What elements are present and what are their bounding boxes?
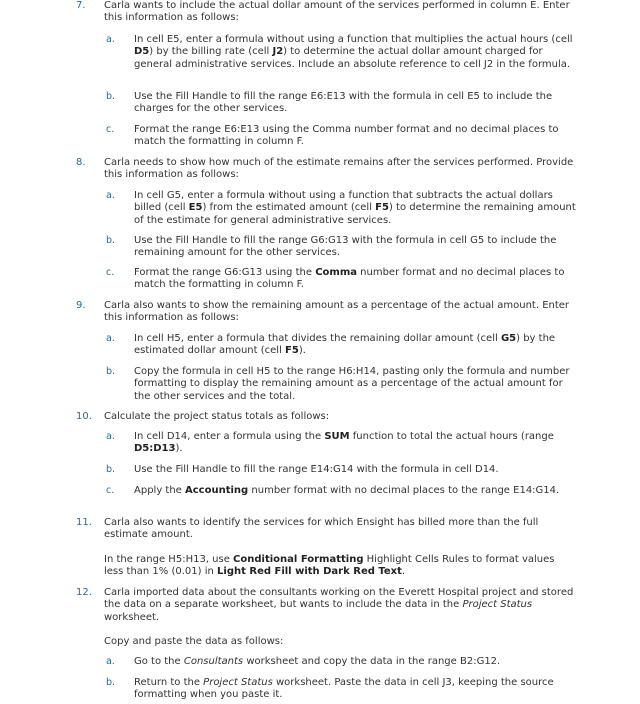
sub-text: [134, 235, 580, 260]
text-run: Carla also wants to show the remaining amount as a percentage of the actual amount. Enter this information as follows:: [104, 300, 570, 324]
bold-text: D5: [134, 46, 150, 58]
text-run: Format the range G6:G13 using the: [134, 267, 316, 278]
sub-text: [134, 431, 580, 456]
bold-text: F5: [375, 202, 389, 214]
bold-text: Light Red Fill with Dark Red Text: [217, 566, 402, 578]
text-run: Carla also wants to identify the services for which Ensight has billed more than the full estimate amount.: [104, 517, 539, 541]
step-intro: [104, 0, 574, 25]
bold-text: Accounting: [185, 485, 249, 496]
bold-text: Comma: [315, 267, 357, 278]
step-number: 8.: [76, 157, 86, 168]
step-intro: [104, 517, 574, 542]
text-run: ) from the estimated amount (cell: [202, 202, 376, 214]
sub-text: [134, 190, 580, 227]
sub-text: [134, 124, 580, 149]
italic-text: Project Status: [203, 677, 273, 688]
sub-letter: a.: [106, 431, 115, 442]
text-run: number format with no decimal places to the range E14:G14.: [248, 485, 560, 496]
sub-text: [134, 656, 580, 668]
text-run: worksheet.: [104, 611, 160, 623]
bold-text: D5:D13: [134, 443, 176, 455]
text-run: In cell H5, enter a formula that divides the remaining dollar amount (cell: [134, 333, 501, 344]
step-number: 9.: [76, 300, 86, 311]
sub-text: [134, 677, 580, 702]
sub-letter: b.: [106, 677, 116, 688]
italic-text: Consultants: [183, 656, 244, 667]
text-run: ) by the estimated dollar amount (cell: [134, 333, 556, 357]
sub-letter: b.: [106, 464, 116, 475]
sub-letter: c.: [106, 124, 115, 135]
sub-letter: a.: [106, 34, 115, 45]
sub-text: [134, 333, 580, 358]
sub-text: [134, 366, 580, 403]
text-run: function to total the actual hours (range: [349, 431, 554, 442]
step-number: 10.: [76, 411, 92, 422]
text-run: Calculate the project status totals as follows:: [104, 411, 330, 422]
step-number: 12.: [76, 587, 92, 598]
step-number: 7.: [76, 0, 86, 11]
text-run: Format the range E6:E13 using the Comma number format and no decimal places to match the formatting in column F.: [134, 124, 559, 148]
step-intro: [104, 157, 574, 182]
sub-text: [134, 485, 580, 497]
sub-text: [134, 91, 580, 116]
text-run: Use the Fill Handle to fill the range G6:G13 with the formula in cell G5 to include the remaining amount for the other services.: [134, 235, 557, 259]
text-run: Copy and paste the data as follows:: [104, 636, 284, 647]
step-paragraph: [104, 554, 574, 579]
text-run: In cell G5, enter a formula without using a function that subtracts the actual dollars billed (cell: [134, 190, 553, 214]
text-run: Apply the: [134, 485, 186, 496]
sub-text: [134, 464, 580, 476]
text-run: worksheet. Paste the data in cell J3, keeping the source formatting when you paste it.: [134, 677, 554, 701]
text-run: In cell E5, enter a formula without using a function that multiplies the actual hours (cell: [134, 34, 573, 45]
bold-text: Conditional Formatting: [233, 554, 364, 565]
sub-letter: c.: [106, 485, 115, 496]
sub-letter: c.: [106, 267, 115, 278]
step-paragraph: [104, 636, 574, 648]
step-number: 11.: [76, 517, 92, 528]
bold-text: E5: [188, 202, 203, 214]
bold-text: F5: [285, 345, 299, 357]
step-intro: [104, 300, 574, 325]
step-intro: [104, 587, 574, 624]
text-run: .: [401, 566, 406, 578]
text-run: In the range H5:H13, use: [104, 554, 234, 565]
sub-letter: b.: [106, 235, 116, 246]
text-run: Return to the: [134, 677, 204, 688]
text-run: Use the Fill Handle to fill the range E6:E13 with the formula in cell E5 to include the charges for the other services.: [134, 91, 553, 115]
italic-text: Project Status: [462, 599, 533, 611]
text-run: ) by the billing rate (cell: [149, 46, 273, 58]
bold-text: SUM: [324, 431, 350, 442]
text-run: Carla needs to show how much of the estimate remains after the services performed. Provide this information as follows:: [104, 157, 574, 181]
sub-letter: a.: [106, 190, 115, 201]
text-run: In cell D14, enter a formula using the: [134, 431, 325, 442]
sub-text: [134, 267, 580, 292]
text-run: ) to determine the remaining amount of the estimate for general administrative services.: [134, 202, 576, 226]
bold-text: J2: [272, 46, 284, 58]
sub-letter: b.: [106, 366, 116, 377]
sub-letter: b.: [106, 91, 116, 102]
sub-letter: a.: [106, 333, 115, 344]
text-run: worksheet and copy the data in the range B2:G12.: [243, 656, 501, 667]
bold-text: G5: [500, 333, 517, 344]
text-run: ).: [175, 443, 183, 455]
text-run: ) to determine the actual dollar amount charged for general administrative services. Include an absolute reference to cell J2 in the formula.: [134, 46, 571, 70]
text-run: Go to the: [134, 656, 184, 667]
sub-text: [134, 34, 580, 71]
text-run: Use the Fill Handle to fill the range E14:G14 with the formula in cell D14.: [134, 464, 499, 475]
sub-letter: a.: [106, 656, 115, 667]
text-run: Carla imported data about the consultants working on the Everett Hospital project and stored the data on a separate worksheet, but wants to include the data in the: [104, 587, 574, 611]
text-run: number format and no decimal places to match the formatting in column F.: [134, 267, 565, 291]
text-run: Copy the formula in cell H5 to the range H6:H14, pasting only the formula and number formatting to display the remaining amount as a percentage of the actual amount for the other services and the total.: [134, 366, 570, 402]
text-run: Highlight Cells Rules to format values less than 1% (0.01) in: [104, 554, 555, 578]
text-run: ).: [298, 345, 306, 357]
text-run: Carla wants to include the actual dollar amount of the services performed in column E. Enter this information as follows:: [104, 0, 570, 24]
step-intro: [104, 411, 574, 423]
